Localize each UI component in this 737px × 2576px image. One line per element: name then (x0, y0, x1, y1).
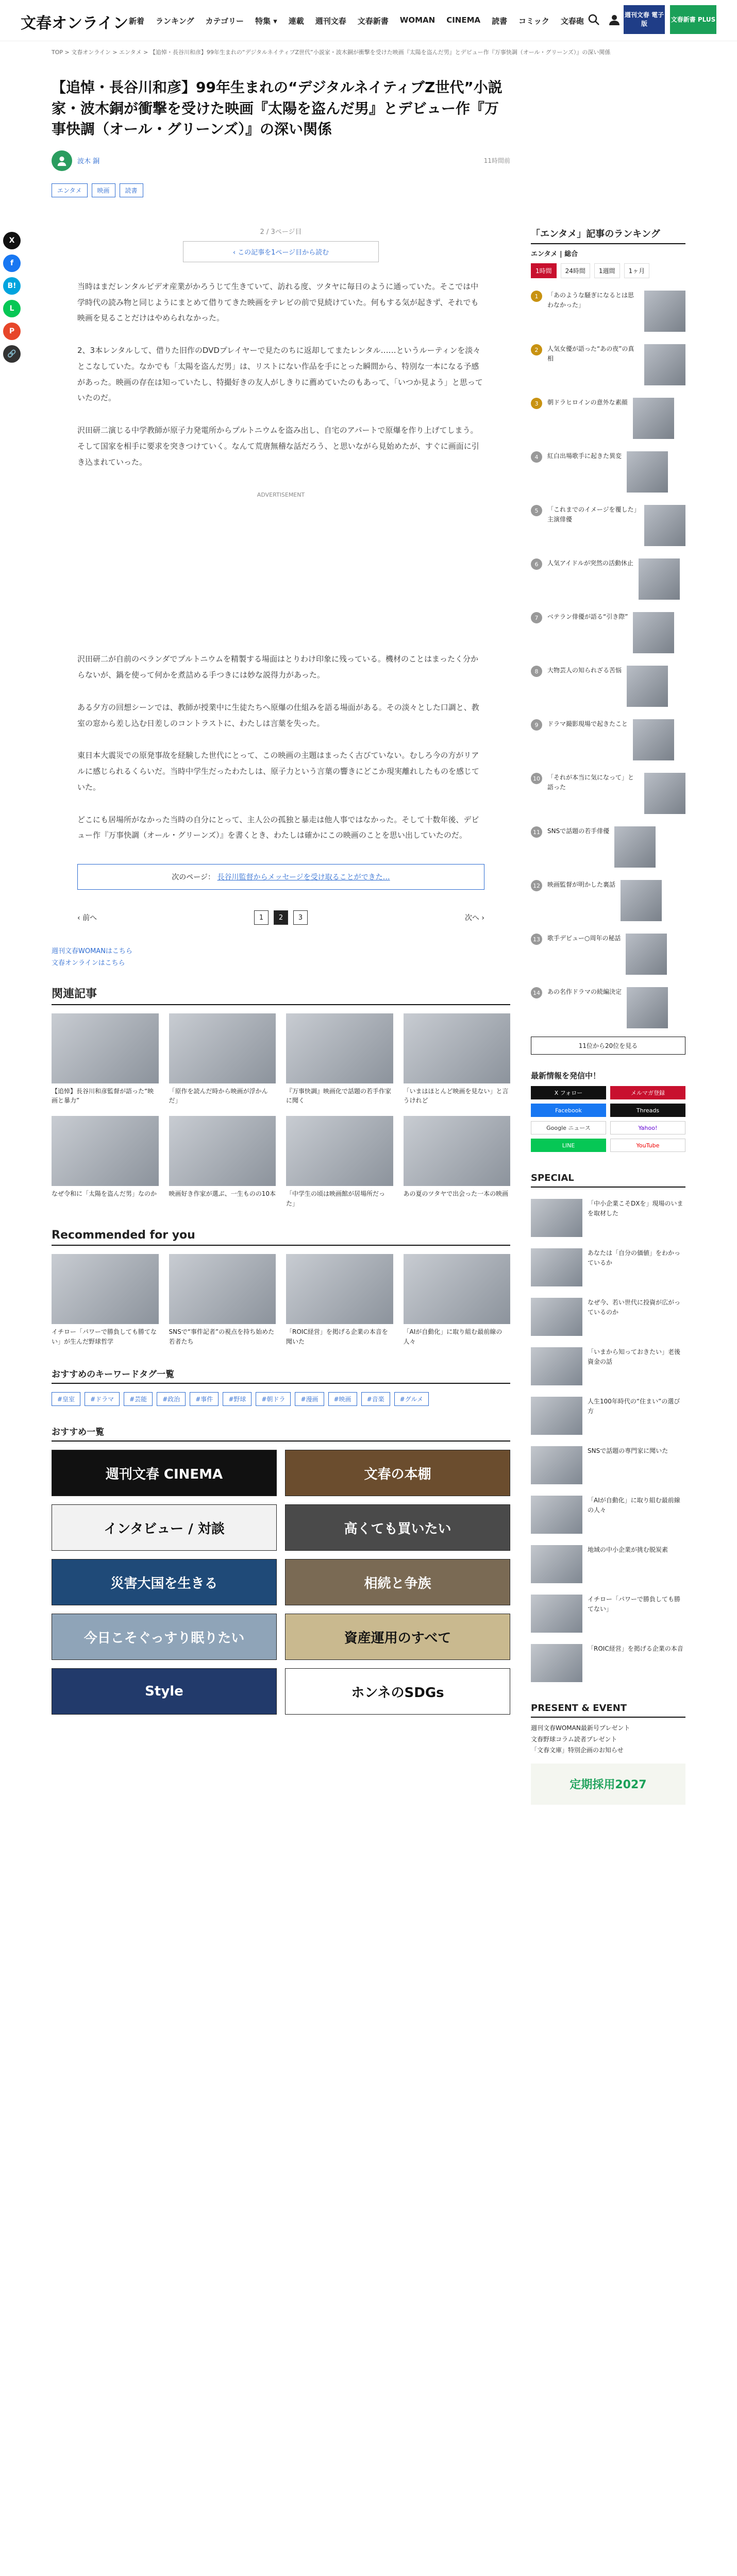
recommended-card[interactable]: SNSで“事件記者”の視点を持ち始めた若者たち (169, 1254, 276, 1346)
line-share-icon[interactable]: L (3, 300, 21, 317)
recommended-card[interactable]: イチロー「パワーで勝負しても勝てない」が生んだ野球哲学 (52, 1254, 159, 1346)
nav-item[interactable]: 週刊文春 (315, 16, 346, 26)
ranking-list (531, 291, 685, 1028)
ranking-item[interactable]: 4 紅白出場歌手に起きた異変 (531, 451, 685, 493)
special-item[interactable]: 地域の中小企業が挑む脱炭素 (531, 1545, 685, 1583)
tag[interactable]: 映画 (92, 183, 115, 197)
site-header (0, 0, 737, 41)
recommended-grid (52, 1254, 510, 1346)
related-card[interactable]: なぜ令和に「太陽を盗んだ男」なのか (52, 1116, 159, 1208)
related-card[interactable]: 映画好き作家が選ぶ、一生ものの10本 (169, 1116, 276, 1208)
next-page-link[interactable]: 長谷川監督からメッセージを受け取ることができた… (217, 873, 390, 882)
keyword-tag[interactable]: #朝ドラ (256, 1392, 291, 1406)
keyword-tag[interactable]: #事件 (190, 1392, 219, 1406)
keyword-tag[interactable]: #皇室 (52, 1392, 80, 1406)
banner-disaster[interactable]: 災害大国を生きる (52, 1559, 277, 1605)
keyword-heading: おすすめのキーワードタグ一覧 (52, 1367, 510, 1384)
nav-item[interactable]: 読書 (492, 16, 508, 26)
user-icon[interactable] (608, 13, 621, 26)
newsletter-button[interactable]: メルマガ登録 (610, 1086, 685, 1099)
follow-buttons (531, 1086, 685, 1152)
related-card[interactable]: 「いまはほとんど映画を見ない」と言うけれど (404, 1013, 511, 1106)
ranking-item[interactable]: 8 大物芸人の知られざる苦悩 (531, 666, 685, 707)
keyword-tag[interactable]: #ドラマ (85, 1392, 120, 1406)
page-indicator: 2 / 3ページ目 (260, 228, 302, 236)
pocket-share-icon[interactable]: P (3, 323, 21, 340)
related-card[interactable]: 【追悼】長谷川和彦監督が語った“映画と暴力” (52, 1013, 159, 1106)
google-news-button[interactable]: Google ニュース (531, 1121, 606, 1134)
related-card[interactable]: 「原作を読んだ時から映画が浮かんだ」 (169, 1013, 276, 1106)
recommended-card[interactable]: 「AIが自動化」に取り組む最前線の人々 (404, 1254, 511, 1346)
author-row (52, 150, 510, 171)
ranking-tabs (531, 263, 685, 278)
author-avatar[interactable] (52, 150, 72, 171)
ranking-item[interactable]: 11 SNSで話題の若手俳優 (531, 826, 685, 868)
ranking-subtabs[interactable]: エンタメ | 総合 (531, 250, 578, 258)
pagination (77, 910, 484, 925)
related-grid (52, 1013, 510, 1208)
author-name[interactable]: 波木 銅 (77, 158, 100, 166)
line-button[interactable]: LINE (531, 1139, 606, 1152)
breadcrumb[interactable]: TOP > 文春オンライン > エンタメ > 【追悼・長谷川和彦】99年生まれの“デジタルネイティブZ世代”小説家・波木銅が衝撃を受けた映画『太陽を盗んだ男』とデビュー作『万事快調（オール・グリーンズ）』の深い関係 (52, 49, 611, 56)
article-paragraph: どこにも居場所がなかった当時の自分にとって、主人公の孤独と暴走は他人事ではなかった。そして十数年後、デビュー作『万事快調（オール・グリーンズ）』を書くとき、わたしは確かにこの映画のことを思い出していたのだ。 (77, 815, 479, 840)
ranking-heading: 「エンタメ」記事のランキング (531, 227, 685, 244)
yahoo-button[interactable]: Yahoo! (610, 1121, 685, 1134)
follow-heading: 最新情報を発信中！ (531, 1071, 601, 1080)
next-page-label: 次のページ (172, 873, 208, 882)
present-item[interactable]: 文春野球コラム読者プレゼント (531, 1735, 617, 1743)
main-nav (129, 15, 584, 26)
read-from-start-link[interactable]: ‹ この記事を1ページ目から読む (183, 241, 379, 262)
banner-sleep[interactable]: 今日こそぐっすり眠りたい (52, 1614, 277, 1660)
facebook-share-icon[interactable]: f (3, 255, 21, 272)
keyword-tag[interactable]: #映画 (328, 1392, 357, 1406)
ranking-item[interactable]: 14 あの名作ドラマの続編決定 (531, 987, 685, 1028)
page-2-button[interactable]: 2 (274, 910, 288, 925)
next-page-box[interactable]: 次のページ： 長谷川監督からメッセージを受け取ることができた… (77, 864, 484, 890)
facebook-button[interactable]: Facebook (531, 1104, 606, 1117)
banner-grid (52, 1450, 510, 1715)
ranking-tab[interactable]: 1時間 (531, 263, 557, 278)
page-1-button[interactable]: 1 (254, 910, 269, 925)
hatena-share-icon[interactable]: B! (3, 277, 21, 295)
x-share-icon[interactable]: X (3, 232, 21, 249)
keyword-tag[interactable]: #野球 (223, 1392, 252, 1406)
banners-heading: おすすめ一覧 (52, 1425, 510, 1442)
article-paragraph: ある夕方の回想シーンでは、教師が授業中に生徒たちへ原爆の仕組みを語る場面がある。その淡々とした口調と、教室の窓から差し込む日差しのコントラストに、わたしは言葉を失った。 (77, 702, 479, 728)
keyword-tags (52, 1392, 510, 1406)
page-3-button[interactable]: 3 (293, 910, 308, 925)
banner-books[interactable]: 文春の本棚 (285, 1450, 510, 1496)
banner-premium[interactable]: 高くても買いたい (285, 1504, 510, 1551)
site-logo[interactable]: 文春オンライン (21, 14, 129, 32)
ranking-tab[interactable]: 24時間 (561, 263, 590, 278)
tag[interactable]: エンタメ (52, 183, 88, 197)
special-item[interactable]: なぜ今、若い世代に投資が広がっているのか (531, 1298, 685, 1336)
article-paragraph: 沢田研二演じる中学教師が原子力発電所からプルトニウムを盗み出し、自宅のアパートで原爆を作り上げてしまう。そして国家を相手に要求を突きつけていく。なんて荒唐無稽な話だろう、と思いながら見始めたが、すぐに画面に引き込まれていった。 (77, 426, 479, 467)
tag[interactable]: 読書 (120, 183, 143, 197)
ranking-item[interactable]: 3 朝ドラヒロインの意外な素顔 (531, 398, 685, 439)
sidebar (531, 227, 685, 1805)
special-heading: SPECIAL (531, 1173, 685, 1188)
ranking-item[interactable]: 10 「それが本当に気になって」と語った (531, 773, 685, 814)
ranking-item[interactable]: 2 人気女優が語った“あの夜”の真相 (531, 344, 685, 385)
ranking-item[interactable]: 9 ドラマ撮影現場で起きたこと (531, 719, 685, 760)
ad-slot (77, 480, 484, 635)
special-item[interactable]: 「中小企業こそDXを」現場のいまを取材した (531, 1199, 685, 1237)
keyword-tag[interactable]: #グルメ (394, 1392, 429, 1406)
ad-label: ADVERTISEMENT (257, 492, 305, 499)
recommended-card[interactable]: 「ROIC経営」を掲げる企業の本音を聞いた (286, 1254, 393, 1346)
article-paragraph: 2、3本レンタルして、借りた旧作のDVDプレイヤーで見たのちに返却してまたレンタル……というルーティンを淡々とこなしていた。なかでも「太陽を盗んだ男」は、リストにない作品を手にとった瞬間から、特別な一本になる予感があった。映画の存在は知っていたし、特撮好きの友人がしきりに薦めていたのもあって、「いつか見よう」と思っていたのだ。 (77, 346, 483, 403)
threads-button[interactable]: Threads (610, 1104, 685, 1117)
shinsho-plus-button[interactable]: 文春新書 PLUS (670, 5, 716, 34)
special-item[interactable]: 「いまから知っておきたい」老後資金の話 (531, 1347, 685, 1385)
link-copy-icon[interactable]: 🔗 (3, 345, 21, 363)
article-tags (52, 183, 510, 197)
ranking-more-button[interactable]: 11位から20位を見る (531, 1037, 685, 1055)
keyword-tag[interactable]: #政治 (157, 1392, 186, 1406)
special-item[interactable]: 「AIが自動化」に取り組む最前線の人々 (531, 1496, 685, 1534)
recommended-heading: Recommended for you (52, 1229, 510, 1246)
header-tools (588, 13, 621, 26)
related-card[interactable]: あの夏のツタヤで出会った一本の映画 (404, 1116, 511, 1208)
promo-links (52, 945, 510, 970)
x-follow-button[interactable]: X フォロー (531, 1086, 606, 1099)
share-bar (3, 232, 24, 368)
ranking-item[interactable]: 5 「これまでのイメージを覆した」主演俳優 (531, 505, 685, 546)
banner-investment[interactable]: 資産運用のすべて (285, 1614, 510, 1660)
youtube-button[interactable]: YouTube (610, 1139, 685, 1152)
nav-item[interactable]: 特集 ▾ (255, 16, 277, 26)
article-paragraph: 沢田研二が自前のベランダでプルトニウムを精製する場面はとりわけ印象に残っている。機材のことはまったく分からないが、鍋を使って何かを煮詰める手つきには妙な説得力があった。 (77, 654, 479, 680)
article-main (52, 77, 510, 1715)
weekly-digital-button[interactable]: 週刊文春 電子版 (624, 5, 665, 34)
nav-item[interactable]: WOMAN (399, 15, 435, 25)
ranking-item[interactable]: 12 映画監督が明かした裏話 (531, 880, 685, 921)
special-item[interactable]: イチロー「パワーで勝負しても勝てない」 (531, 1595, 685, 1633)
special-item[interactable]: あなたは「自分の価値」をわかっているか (531, 1248, 685, 1286)
next-page-arrow[interactable]: 次へ › (464, 914, 484, 923)
present-heading: PRESENT & EVENT (531, 1703, 685, 1718)
recruit-banner[interactable]: 定期採用2027 (531, 1764, 685, 1805)
prev-page-link[interactable]: ‹ 前へ (77, 914, 97, 923)
article-paragraph: 当時はまだレンタルビデオ産業がかろうじて生きていて、訪れる度、ツタヤに毎日のように通っていた。そこでは中学時代の読み物と同じようにまとめて借りてきた映画をテレビの前で見続けていた。何もする気が起きず、それでも映画を見ることだけはやめられなかった。 (77, 281, 479, 323)
banner-inheritance[interactable]: 相続と争族 (285, 1559, 510, 1605)
article-paragraph: 東日本大震災での原発事故を経験した世代にとって、この映画の主題はまったく古びていない。むしろ今の方がリアルに感じられるくらいだ。当時中学生だったわたしは、原子力という言葉の響きにどこか現実離れしたものを感じていた。 (77, 751, 480, 792)
special-item[interactable]: 人生100年時代の“住まい”の選び方 (531, 1397, 685, 1435)
search-icon[interactable] (588, 13, 600, 26)
related-card[interactable]: 「中学生の頃は映画館が居場所だった」 (286, 1116, 393, 1208)
present-item[interactable]: 「文春文庫」特別企画のお知らせ (531, 1747, 624, 1754)
ranking-item[interactable]: 13 歌手デビュー○周年の秘話 (531, 934, 685, 975)
ranking-item[interactable]: 1 「あのような騒ぎになるとは思わなかった」 (531, 291, 685, 332)
nav-item[interactable]: CINEMA (446, 15, 481, 25)
ranking-item[interactable]: 7 ベテラン俳優が語る“引き際” (531, 612, 685, 653)
publish-date: 11時間前 (483, 157, 510, 165)
nav-item[interactable]: 文春新書 (357, 16, 389, 26)
related-card[interactable]: 『万事快調』映画化で話題の若手作家に聞く (286, 1013, 393, 1106)
ranking-tab[interactable]: 1週間 (594, 263, 620, 278)
nav-item[interactable]: コミック (518, 16, 549, 26)
nav-item[interactable]: 文春砲 (560, 16, 584, 26)
special-item[interactable]: 「ROIC経営」を掲げる企業の本音 (531, 1644, 685, 1682)
nav-item[interactable]: 連載 (288, 16, 304, 26)
present-list (531, 1723, 685, 1756)
ranking-item[interactable]: 6 人気アイドルが突然の活動休止 (531, 558, 685, 600)
related-heading: 関連記事 (52, 985, 510, 1005)
keyword-tag[interactable]: #漫画 (295, 1392, 324, 1406)
special-item[interactable]: SNSで話題の専門家に聞いた (531, 1446, 685, 1484)
article-title: 【追悼・長谷川和彦】99年生まれの“デジタルネイティブZ世代”小説家・波木銅が衝撃を受けた映画『太陽を盗んだ男』とデビュー作『万事快調（オール・グリーンズ）』の深い関係 (52, 79, 502, 138)
keyword-tag[interactable]: #音楽 (361, 1392, 390, 1406)
nav-item[interactable]: 新着 (129, 16, 145, 26)
promo-link[interactable]: 週刊文春WOMANはこちら (52, 947, 132, 956)
ranking-tab[interactable]: 1ヶ月 (624, 263, 650, 278)
present-item[interactable]: 週刊文春WOMAN最新号プレゼント (531, 1724, 630, 1732)
keyword-tag[interactable]: #芸能 (124, 1392, 153, 1406)
promo-link[interactable]: 文春オンラインはこちら (52, 959, 125, 968)
banner-sdgs[interactable]: ホンネのSDGs (285, 1668, 510, 1715)
nav-item[interactable]: カテゴリー (205, 16, 244, 26)
nav-item[interactable]: ランキング (156, 16, 194, 26)
banner-interview[interactable]: インタビュー / 対談 (52, 1504, 277, 1551)
banner-cinema[interactable]: 週刊文春 CINEMA (52, 1450, 277, 1496)
banner-style[interactable]: Style (52, 1668, 277, 1715)
special-list (531, 1199, 685, 1682)
